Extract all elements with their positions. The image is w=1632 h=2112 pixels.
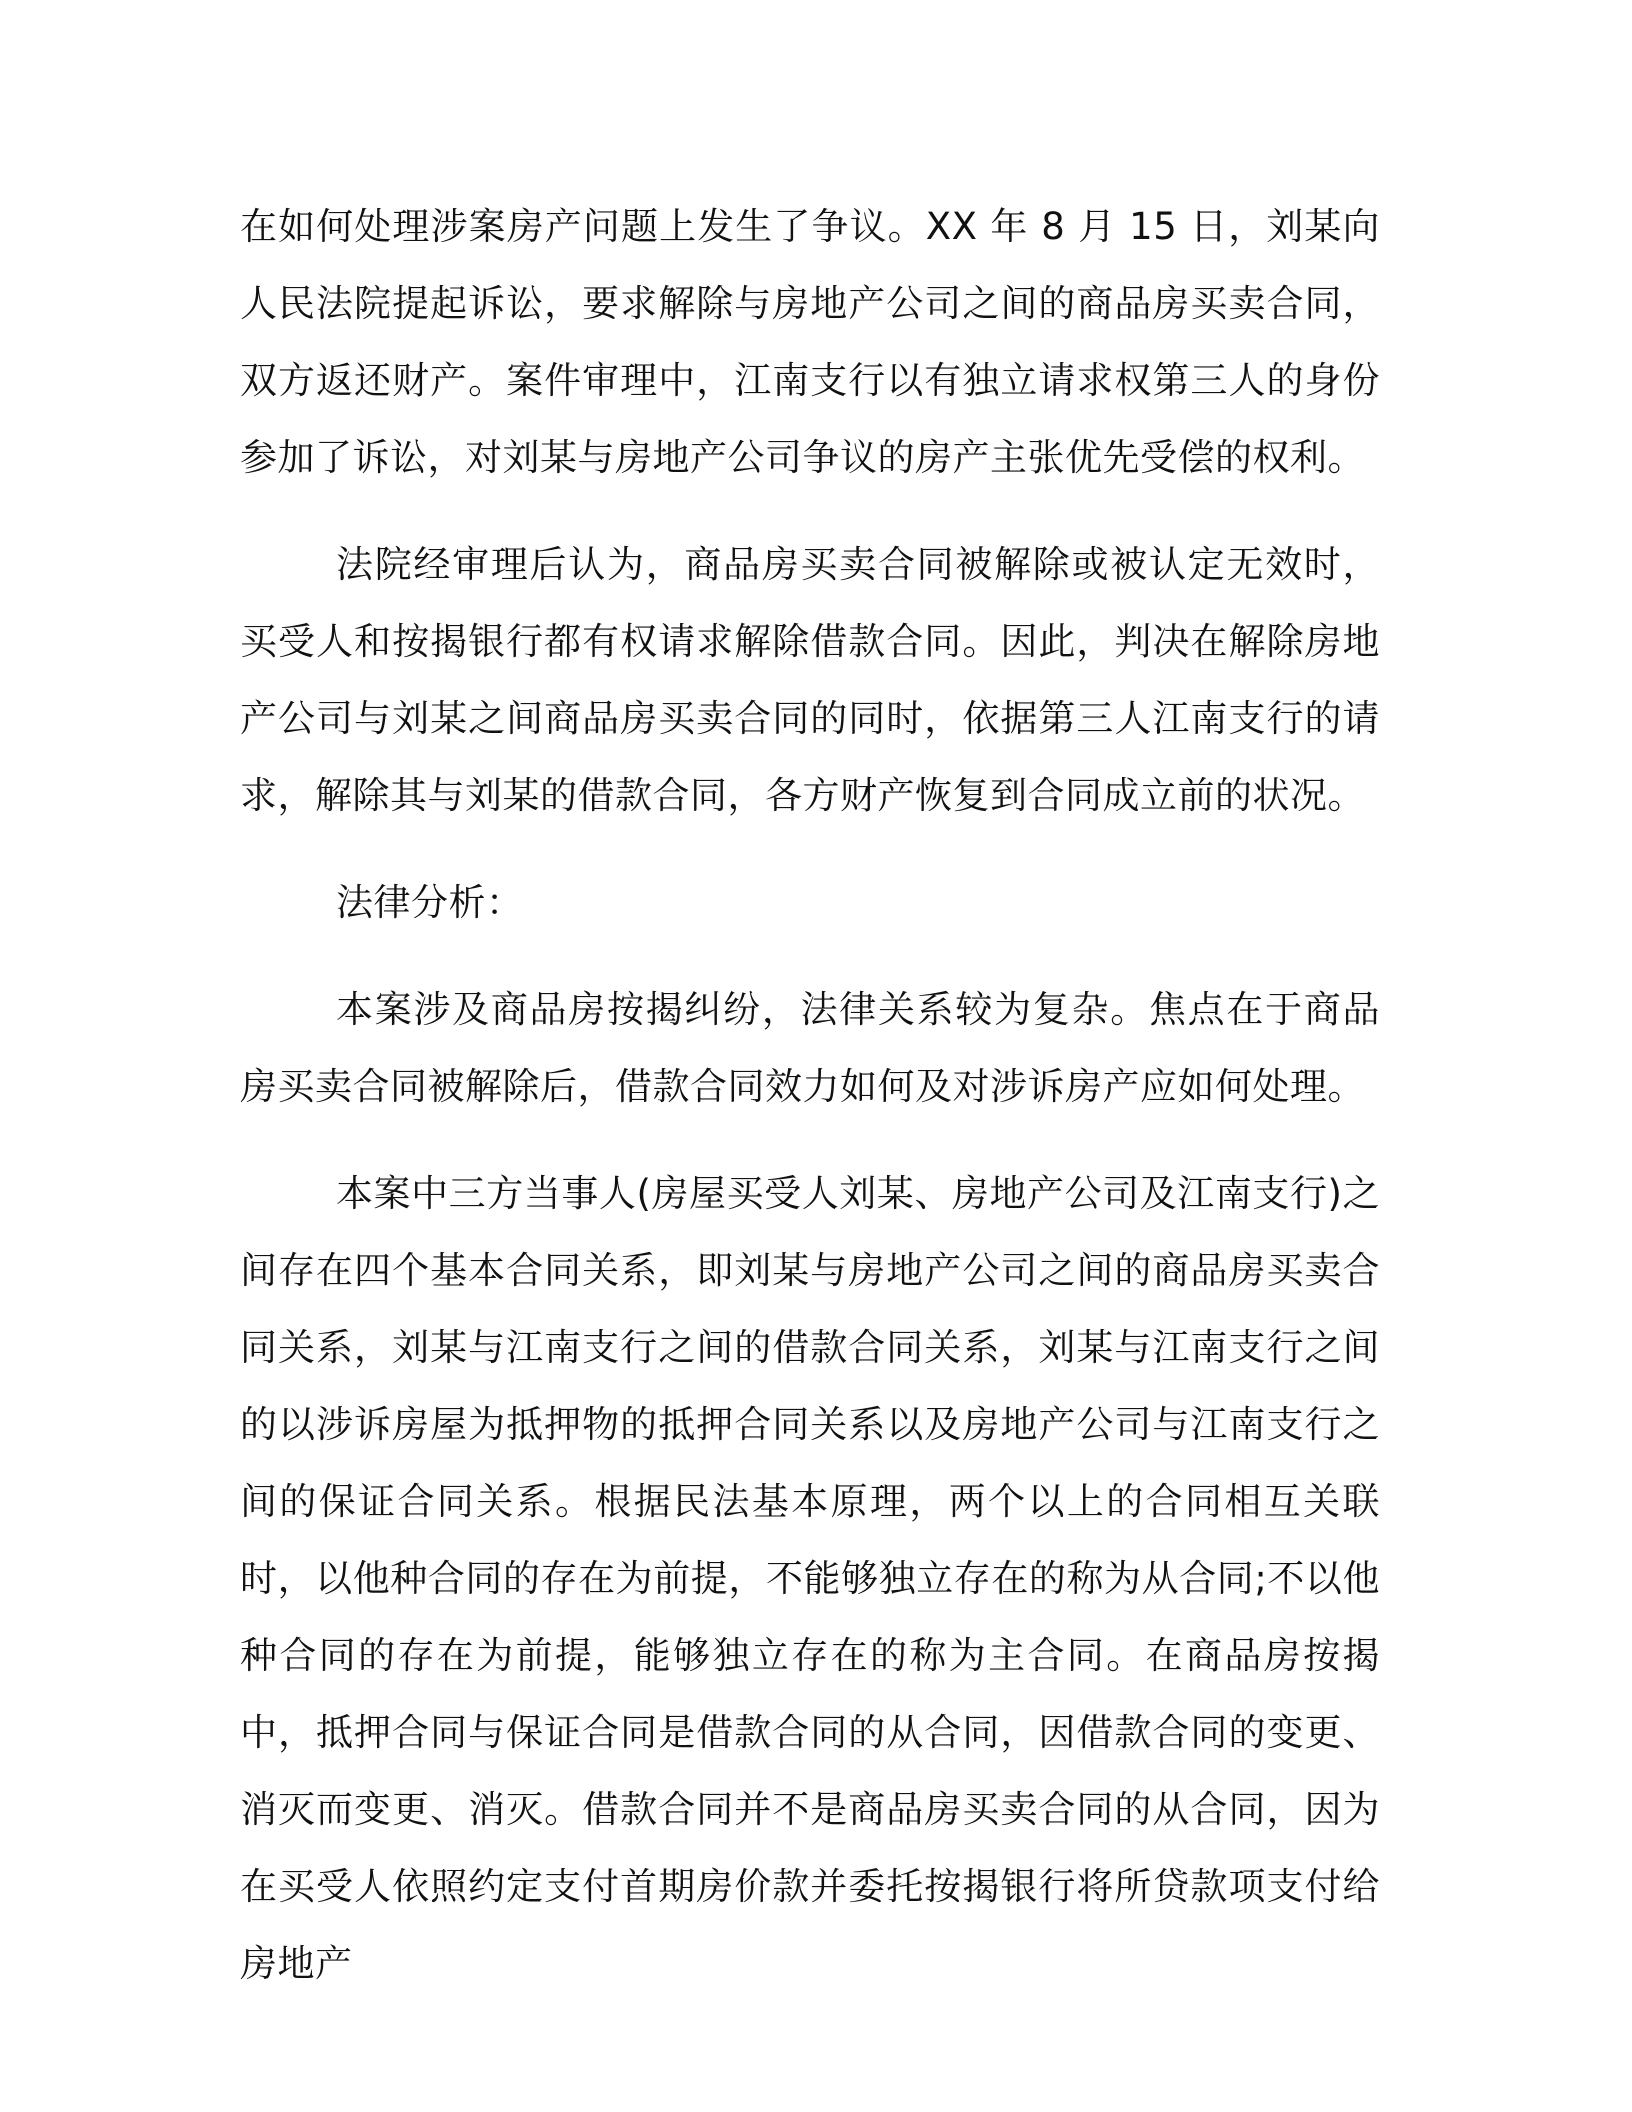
document-page — [240, 188, 1380, 2002]
section-heading-legal-analysis: 法律分析： — [336, 881, 524, 924]
paragraph-1: 在如何处理涉案房产问题上发生了争议。XX 年 8 月 15 日，刘某向人民法院提起诉讼，要求解除与房地产公司之间的商品房买卖合同，双方返还财产。案件审理中，江南支行以有独立请求权第三人的身份参加了诉讼，对刘某与房地产公司争议的房产主张优先受偿的权利。 — [240, 205, 1380, 479]
paragraph-4: 本案中三方当事人(房屋买受人刘某、房地产公司及江南支行)之间存在四个基本合同关系，即刘某与房地产公司之间的商品房买卖合同关系，刘某与江南支行之间的借款合同关系，刘某与江南支行之间的以涉诉房屋为抵押物的抵押合同关系以及房地产公司与江南支行之间的保证合同关系。根据民法基本原理，两个以上的合同相互关联时，以他种合同的存在为前提，不能够独立存在的称为从合同;不以他种合同的存在为前提，能够独立存在的称为主合同。在商品房按揭中，抵押合同与保证合同是借款合同的从合同，因借款合同的变更、消灭而变更、消灭。借款合同并不是商品房买卖合同的从合同，因为在买受人依照约定支付首期房价款并委托按揭银行将所贷款项支付给房地产 — [240, 1172, 1380, 1985]
paragraph-3: 本案涉及商品房按揭纠纷，法律关系较为复杂。焦点在于商品房买卖合同被解除后，借款合同效力如何及对涉诉房产应如何处理。 — [240, 988, 1380, 1108]
paragraph-2: 法院经审理后认为，商品房买卖合同被解除或被认定无效时，买受人和按揭银行都有权请求解除借款合同。因此，判决在解除房地产公司与刘某之间商品房买卖合同的同时，依据第三人江南支行的请求，解除其与刘某的借款合同，各方财产恢复到合同成立前的状况。 — [240, 543, 1380, 817]
